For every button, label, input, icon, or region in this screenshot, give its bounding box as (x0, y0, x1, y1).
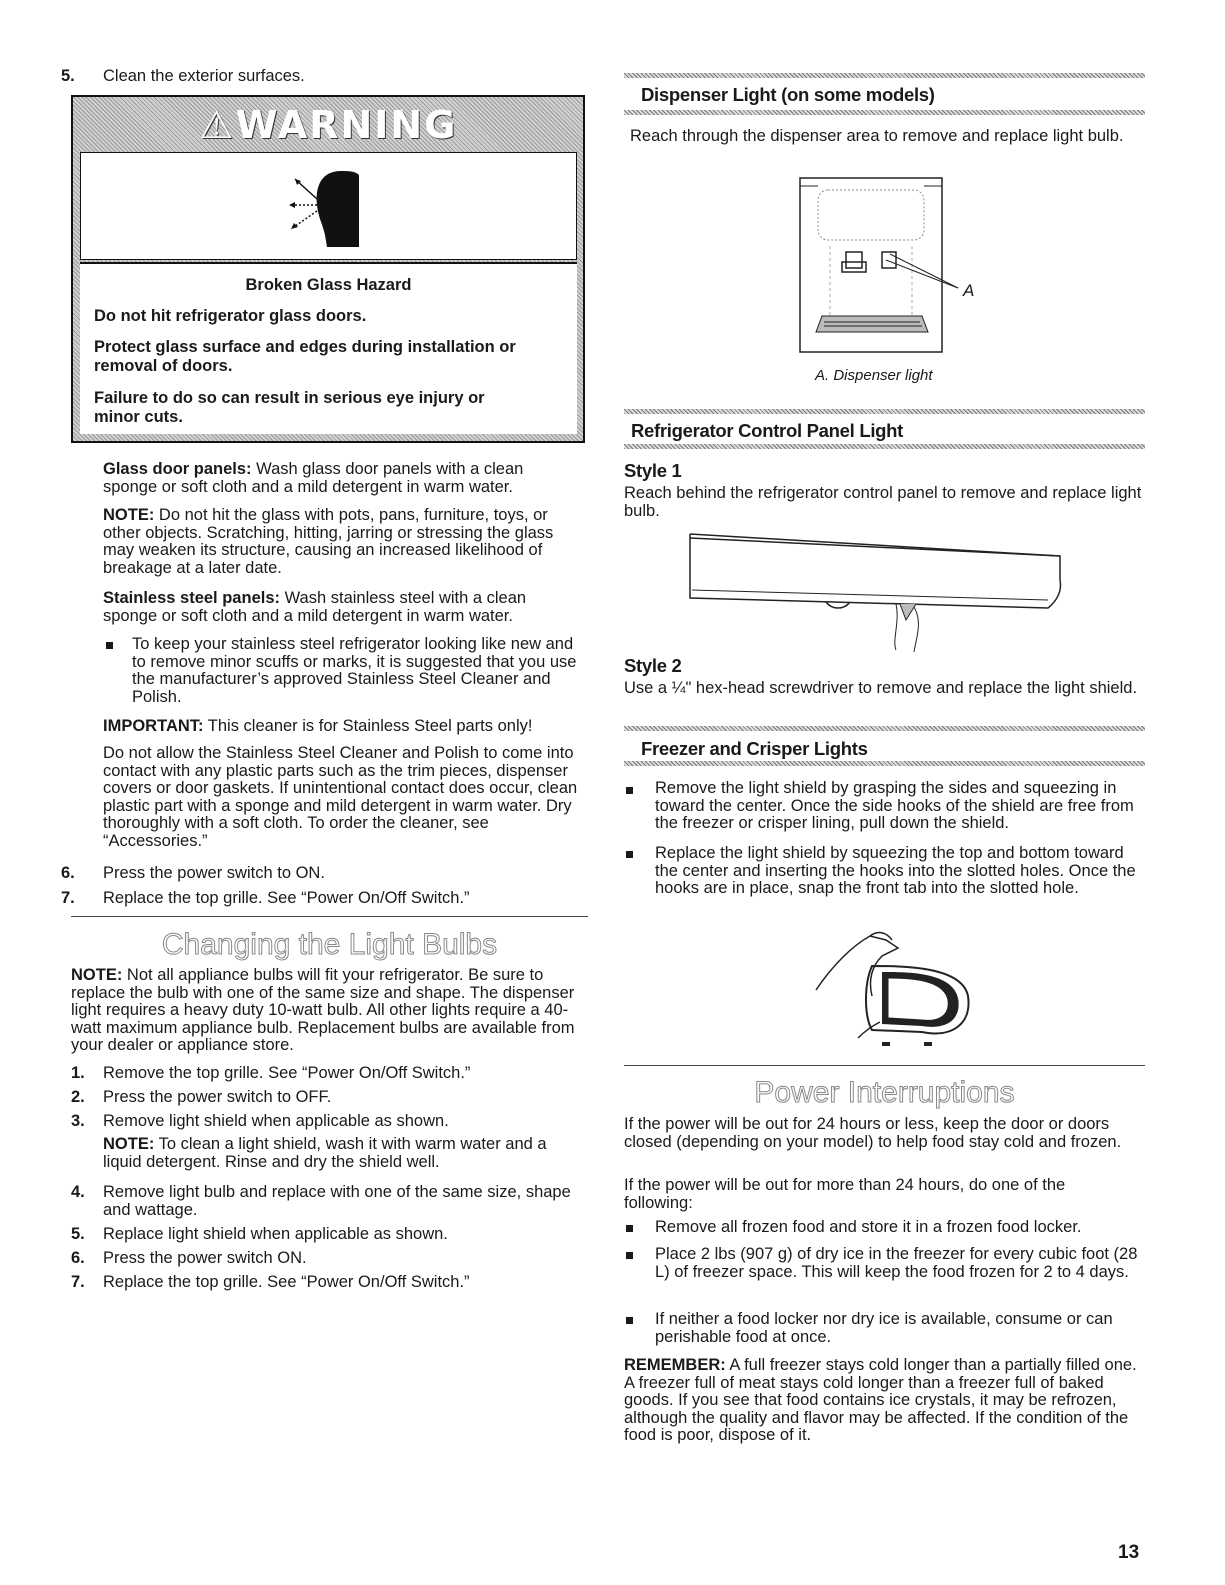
section-rule (624, 73, 1145, 78)
bullet-text: Remove the light shield by grasping the sides and squeezing in toward the center. Once the side hooks of the shield are free from the freezer or crisper lining, pull down the shield. (655, 779, 1134, 833)
note-label: NOTE: (103, 506, 155, 524)
contact-paragraph: Do not allow the Stainless Steel Cleaner and Polish to come into contact with any plastic parts such as the trim pieces, dispenser covers or door gaskets. If unintentional contact does occur, clean plastic part with a sponge and mild detergent in warm water. Dry thoroughly with a soft cloth. To order the cleaner, see “Accessories.” (103, 744, 578, 850)
section-heading: Dispenser Light (on some models) (641, 84, 935, 105)
step-text: Replace the top grille. See “Power On/Off Switch.” (103, 889, 470, 907)
section-rule (624, 726, 1145, 731)
step-text: Remove light bulb and replace with one of the same size, shape and wattage. (103, 1183, 571, 1219)
paragraph-label: Stainless steel panels: (103, 589, 280, 607)
page-number: 13 (1118, 1542, 1140, 1563)
section-heading: Freezer and Crisper Lights (641, 738, 868, 759)
section-rule (624, 110, 1145, 115)
section-divider (624, 1065, 1145, 1066)
bullet-text: To keep your stainless steel refrigerator looking like new and to remove minor scuffs or marks, it is suggested that you use the manufacturer’s approved Stainless Steel Cleaner and Polish. (132, 635, 577, 706)
section-rule (624, 761, 1145, 766)
step-number: 2. (71, 1088, 85, 1106)
warning-icon-panel (80, 152, 577, 260)
bullet-marker (626, 851, 633, 858)
paragraph-body: Wash stainless steel with a clean sponge or soft cloth and a mild detergent in warm water. (103, 589, 527, 625)
remember-label: REMEMBER: (624, 1356, 726, 1374)
section-divider (71, 916, 588, 917)
note-body: To clean a light shield, wash it with warm water and a liquid detergent. Rinse and dry the shield well. (103, 1135, 547, 1171)
note-body: Do not hit the glass with pots, pans, furniture, toys, or other objects. Scratching, hitting, jarring or stressing the glass may weaken its structure, causing an increased likelihood of breakage at a later date. (103, 506, 554, 577)
light-shield-illustration (812, 926, 992, 1052)
warning-line: Protect glass surface and edges during installation or removal of doors. (94, 338, 516, 375)
bullet-text: Place 2 lbs (907 g) of dry ice in the freezer for every cubic foot (28 L) of freezer space. This will keep the food frozen for 2 to 4 days. (655, 1245, 1138, 1281)
section-text: Reach behind the refrigerator control panel to remove and replace light bulb. (624, 484, 1142, 520)
eye-hazard-icon (281, 165, 371, 249)
bullet-marker (626, 1225, 633, 1232)
bullet-marker (626, 1317, 633, 1324)
stainless-paragraph (103, 590, 573, 625)
step-text: Replace light shield when applicable as shown. (103, 1225, 448, 1243)
subsection-heading: Style 1 (624, 460, 682, 481)
bullet-marker (106, 642, 113, 649)
warning-line: Do not hit refrigerator glass doors. (94, 307, 367, 325)
remember-paragraph (624, 1357, 1144, 1445)
section-text: Use a ¼" hex-head screwdriver to remove and replace the light shield. (624, 679, 1138, 697)
step-number: 4. (71, 1183, 85, 1201)
important-paragraph (103, 718, 583, 736)
step-text: Remove the top grille. See “Power On/Off Switch.” (103, 1064, 471, 1082)
section-text: If the power will be out for more than 24 hours, do one of the following: (624, 1176, 1066, 1212)
step-number: 5. (61, 67, 75, 85)
warning-line: Failure to do so can result in serious eye injury or minor cuts. (94, 389, 485, 426)
paragraph-label: Glass door panels: (103, 460, 252, 478)
section-text: If the power will be out for 24 hours or less, keep the door or doors closed (depending on your model) to help food stay cold and frozen. (624, 1115, 1122, 1151)
bullet-text: Replace the light shield by squeezing the top and bottom toward the center and inserting the hooks into the slotted holes. Once the hooks are in place, snap the front tab into the slotted hole. (655, 844, 1136, 898)
step-number: 3. (71, 1112, 85, 1130)
step-note (103, 1136, 583, 1171)
section-rule (624, 444, 1145, 449)
note-paragraph (103, 507, 588, 577)
step-number: 5. (71, 1225, 85, 1243)
remember-body: A full freezer stays cold longer than a partially filled one. A freezer full of meat stays cold longer than a freezer full of baked goods. If you see that food contains ice crystals, it may be refrozen, although the quality and flavor may be affected. If the condition of the food is poor, dispose of it. (624, 1356, 1137, 1445)
control-panel-illustration (686, 530, 1076, 656)
step-text: Replace the top grille. See “Power On/Off Switch.” (103, 1273, 470, 1291)
important-body: This cleaner is for Stainless Steel parts only! (203, 717, 533, 735)
section-rule (624, 409, 1145, 414)
step-text: Remove light shield when applicable as shown. (103, 1112, 449, 1130)
warning-text-panel (80, 262, 577, 434)
bulbs-note (71, 967, 585, 1055)
section-heading: Refrigerator Control Panel Light (631, 420, 904, 441)
dispenser-illustration (790, 176, 990, 356)
paragraph-body: Wash glass door panels with a clean sponge or soft cloth and a mild detergent in warm water. (103, 460, 524, 496)
warning-banner: ⚠WARNING (199, 103, 458, 147)
step-text: Press the power switch to OFF. (103, 1088, 332, 1106)
step-text: Press the power switch to ON. (103, 864, 325, 882)
note-label: NOTE: (103, 1135, 155, 1153)
bullet-text: If neither a food locker nor dry ice is available, consume or can perishable food at once. (655, 1310, 1113, 1346)
bullet-text: Remove all frozen food and store it in a frozen food locker. (655, 1218, 1082, 1236)
section-title: Changing the Light Bulbs (161, 928, 498, 961)
figure-caption: A. Dispenser light (815, 367, 933, 384)
important-label: IMPORTANT: (103, 717, 204, 735)
step-number: 1. (71, 1064, 85, 1082)
step-number: 6. (71, 1249, 85, 1267)
step-number: 6. (61, 864, 75, 882)
bullet-marker (626, 787, 633, 794)
note-body: Not all appliance bulbs will fit your refrigerator. Be sure to replace the bulb with one of the same size and shape. The dispenser light requires a heavy duty 10-watt bulb. All other lights require a 40-watt maximum appliance bulb. Replacement bulbs are available from your dealer or appliance store. (71, 966, 575, 1055)
section-text: Reach through the dispenser area to remove and replace light bulb. (630, 127, 1124, 145)
step-text: Clean the exterior surfaces. (103, 67, 305, 85)
section-title: Power Interruptions (754, 1076, 1015, 1109)
step-number: 7. (71, 1273, 85, 1291)
bullet-marker (626, 1252, 633, 1259)
callout-letter: A (963, 281, 975, 300)
step-text: Press the power switch ON. (103, 1249, 307, 1267)
step-number: 7. (61, 889, 75, 907)
hazard-title: Broken Glass Hazard (245, 276, 412, 294)
note-label: NOTE: (71, 966, 123, 984)
subsection-heading: Style 2 (624, 655, 682, 676)
glass-door-paragraph (103, 461, 573, 496)
